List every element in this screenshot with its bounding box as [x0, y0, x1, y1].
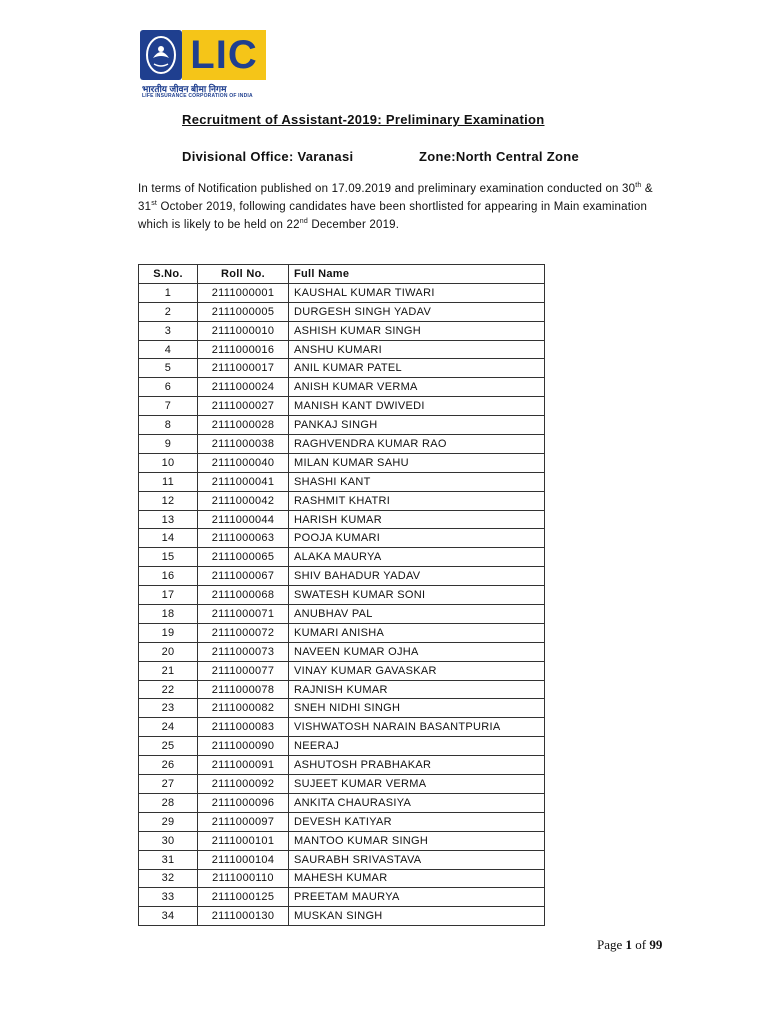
cell-roll-no: 2111000063 — [198, 529, 289, 548]
cell-roll-no: 2111000130 — [198, 907, 289, 926]
cell-full-name: MANISH KANT DWIVEDI — [289, 397, 545, 416]
table-row — [139, 699, 545, 718]
cell-roll-no: 2111000028 — [198, 416, 289, 435]
cell-full-name: ANIL KUMAR PATEL — [289, 359, 545, 378]
table-row — [139, 378, 545, 397]
table-row — [139, 397, 545, 416]
cell-full-name: ANUBHAV PAL — [289, 605, 545, 624]
cell-roll-no: 2111000078 — [198, 680, 289, 699]
cell-sno: 20 — [139, 642, 198, 661]
candidate-table — [138, 264, 545, 926]
cell-sno: 34 — [139, 907, 198, 926]
cell-sno: 3 — [139, 321, 198, 340]
page-number: Page 1 of 99 — [597, 937, 663, 952]
cell-full-name: SAURABH SRIVASTAVA — [289, 850, 545, 869]
cell-roll-no: 2111000005 — [198, 302, 289, 321]
cell-sno: 7 — [139, 397, 198, 416]
cell-sno: 2 — [139, 302, 198, 321]
cell-sno: 33 — [139, 888, 198, 907]
cell-full-name: DEVESH KATIYAR — [289, 812, 545, 831]
cell-roll-no: 2111000027 — [198, 397, 289, 416]
table-row — [139, 680, 545, 699]
cell-roll-no: 2111000082 — [198, 699, 289, 718]
cell-full-name: VISHWATOSH NARAIN BASANTPURIA — [289, 718, 545, 737]
cell-roll-no: 2111000096 — [198, 793, 289, 812]
cell-full-name: PANKAJ SINGH — [289, 416, 545, 435]
cell-sno: 15 — [139, 548, 198, 567]
divisional-office: Divisional Office: Varanasi — [182, 149, 354, 164]
table-row — [139, 642, 545, 661]
table-row — [139, 453, 545, 472]
cell-sno: 29 — [139, 812, 198, 831]
table-row — [139, 529, 545, 548]
cell-sno: 31 — [139, 850, 198, 869]
cell-sno: 11 — [139, 472, 198, 491]
cell-full-name: RAGHVENDRA KUMAR RAO — [289, 435, 545, 454]
cell-sno: 27 — [139, 775, 198, 794]
table-row — [139, 793, 545, 812]
cell-sno: 13 — [139, 510, 198, 529]
cell-full-name: RASHMIT KHATRI — [289, 491, 545, 510]
cell-sno: 1 — [139, 283, 198, 302]
cell-roll-no: 2111000071 — [198, 605, 289, 624]
document-title: Recruitment of Assistant-2019: Preliminary Examination — [182, 112, 545, 127]
cell-roll-no: 2111000001 — [198, 283, 289, 302]
cell-full-name: PREETAM MAURYA — [289, 888, 545, 907]
table-row — [139, 850, 545, 869]
cell-roll-no: 2111000090 — [198, 737, 289, 756]
cell-full-name: POOJA KUMARI — [289, 529, 545, 548]
table-row — [139, 623, 545, 642]
cell-full-name: SWATESH KUMAR SONI — [289, 586, 545, 605]
cell-full-name: SNEH NIDHI SINGH — [289, 699, 545, 718]
cell-roll-no: 2111000077 — [198, 661, 289, 680]
cell-sno: 18 — [139, 605, 198, 624]
table-row — [139, 737, 545, 756]
cell-roll-no: 2111000024 — [198, 378, 289, 397]
header-sno: S.No. — [139, 265, 198, 284]
cell-full-name: MUSKAN SINGH — [289, 907, 545, 926]
cell-full-name: KUMARI ANISHA — [289, 623, 545, 642]
cell-roll-no: 2111000042 — [198, 491, 289, 510]
cell-roll-no: 2111000068 — [198, 586, 289, 605]
zone-label: Zone:North Central Zone — [419, 149, 580, 164]
cell-sno: 8 — [139, 416, 198, 435]
cell-roll-no: 2111000010 — [198, 321, 289, 340]
cell-roll-no: 2111000065 — [198, 548, 289, 567]
table-header-row — [139, 265, 545, 284]
cell-sno: 30 — [139, 831, 198, 850]
cell-sno: 23 — [139, 699, 198, 718]
cell-sno: 9 — [139, 435, 198, 454]
table-row — [139, 491, 545, 510]
cell-full-name: HARISH KUMAR — [289, 510, 545, 529]
cell-roll-no: 2111000091 — [198, 756, 289, 775]
table-row — [139, 586, 545, 605]
cell-full-name: DURGESH SINGH YADAV — [289, 302, 545, 321]
table-row — [139, 359, 545, 378]
cell-full-name: ALAKA MAURYA — [289, 548, 545, 567]
cell-sno: 22 — [139, 680, 198, 699]
cell-roll-no: 2111000097 — [198, 812, 289, 831]
cell-full-name: KAUSHAL KUMAR TIWARI — [289, 283, 545, 302]
table-row — [139, 472, 545, 491]
lic-wordmark: LIC — [182, 30, 266, 80]
cell-sno: 16 — [139, 567, 198, 586]
cell-roll-no: 2111000125 — [198, 888, 289, 907]
cell-sno: 5 — [139, 359, 198, 378]
cell-full-name: MILAN KUMAR SAHU — [289, 453, 545, 472]
table-row — [139, 302, 545, 321]
cell-full-name: NAVEEN KUMAR OJHA — [289, 642, 545, 661]
cell-sno: 6 — [139, 378, 198, 397]
table-row — [139, 812, 545, 831]
table-row — [139, 510, 545, 529]
cell-full-name: SHASHI KANT — [289, 472, 545, 491]
table-row — [139, 756, 545, 775]
cell-full-name: SUJEET KUMAR VERMA — [289, 775, 545, 794]
cell-roll-no: 2111000072 — [198, 623, 289, 642]
cell-roll-no: 2111000016 — [198, 340, 289, 359]
table-row — [139, 548, 545, 567]
cell-roll-no: 2111000104 — [198, 850, 289, 869]
cell-roll-no: 2111000083 — [198, 718, 289, 737]
lic-english-name: LIFE INSURANCE CORPORATION OF INDIA — [142, 93, 253, 99]
cell-full-name: NEERAJ — [289, 737, 545, 756]
cell-roll-no: 2111000017 — [198, 359, 289, 378]
cell-roll-no: 2111000040 — [198, 453, 289, 472]
table-row — [139, 907, 545, 926]
table-row — [139, 775, 545, 794]
cell-sno: 10 — [139, 453, 198, 472]
cell-sno: 24 — [139, 718, 198, 737]
cell-full-name: SHIV BAHADUR YADAV — [289, 567, 545, 586]
table-row — [139, 283, 545, 302]
cell-full-name: ANISH KUMAR VERMA — [289, 378, 545, 397]
table-row — [139, 340, 545, 359]
cell-sno: 28 — [139, 793, 198, 812]
cell-sno: 25 — [139, 737, 198, 756]
cell-full-name: ASHISH KUMAR SINGH — [289, 321, 545, 340]
cell-sno: 26 — [139, 756, 198, 775]
cell-sno: 19 — [139, 623, 198, 642]
lic-logo — [140, 30, 268, 98]
cell-full-name: ANSHU KUMARI — [289, 340, 545, 359]
cell-full-name: ASHUTOSH PRABHAKAR — [289, 756, 545, 775]
lic-hindi-name: भारतीय जीवन बीमा निगम — [142, 84, 227, 94]
cell-roll-no: 2111000038 — [198, 435, 289, 454]
header-full-name: Full Name — [289, 265, 545, 284]
table-row — [139, 435, 545, 454]
table-row — [139, 416, 545, 435]
cell-full-name: ANKITA CHAURASIYA — [289, 793, 545, 812]
cell-sno: 4 — [139, 340, 198, 359]
cell-roll-no: 2111000073 — [198, 642, 289, 661]
table-row — [139, 718, 545, 737]
cell-roll-no: 2111000041 — [198, 472, 289, 491]
table-row — [139, 888, 545, 907]
cell-sno: 32 — [139, 869, 198, 888]
cell-sno: 21 — [139, 661, 198, 680]
table-row — [139, 567, 545, 586]
cell-roll-no: 2111000110 — [198, 869, 289, 888]
cell-sno: 14 — [139, 529, 198, 548]
notice-paragraph: In terms of Notification published on 17.09.2019 and preliminary examination conducted on 30th & 31st October 2019, following candidates have been shortlisted for appearing in Main examination which is likely to be held on 22nd December 2019. — [138, 182, 653, 231]
cell-full-name: MANTOO KUMAR SINGH — [289, 831, 545, 850]
cell-full-name: VINAY KUMAR GAVASKAR — [289, 661, 545, 680]
table-row — [139, 605, 545, 624]
table-row — [139, 869, 545, 888]
cell-roll-no: 2111000044 — [198, 510, 289, 529]
cell-full-name: MAHESH KUMAR — [289, 869, 545, 888]
table-row — [139, 321, 545, 340]
lic-emblem-icon — [140, 30, 182, 80]
header-roll-no: Roll No. — [198, 265, 289, 284]
cell-roll-no: 2111000067 — [198, 567, 289, 586]
cell-full-name: RAJNISH KUMAR — [289, 680, 545, 699]
cell-roll-no: 2111000101 — [198, 831, 289, 850]
cell-sno: 12 — [139, 491, 198, 510]
table-row — [139, 831, 545, 850]
cell-roll-no: 2111000092 — [198, 775, 289, 794]
cell-sno: 17 — [139, 586, 198, 605]
table-row — [139, 661, 545, 680]
